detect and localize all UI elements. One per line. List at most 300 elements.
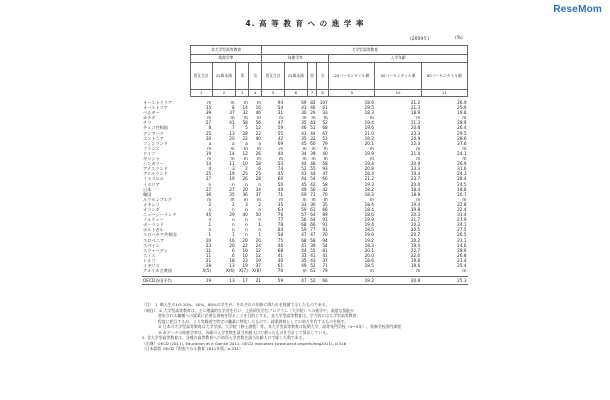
- table-cell: 19.8: [410, 206, 421, 212]
- table-cell: 28.6: [457, 135, 467, 141]
- table-cell: 35: [229, 191, 235, 197]
- table-cell: 10: [242, 161, 248, 167]
- table-cell: 19: [242, 263, 248, 268]
- table-cell: 13: [229, 130, 235, 136]
- table-cell: 18: [255, 161, 261, 167]
- table-cell: 47: [310, 232, 316, 238]
- table-cell: 11: [229, 161, 235, 167]
- table-cell: 43: [301, 105, 307, 111]
- table-cell: 6: [231, 247, 235, 253]
- table-cell: 56: [301, 217, 307, 223]
- table-cell: 28: [205, 263, 212, 268]
- country-name: イギリス: [143, 263, 160, 268]
- table-cell: 37: [255, 263, 261, 268]
- country-name: フィンランド: [143, 140, 168, 146]
- country-name: オーストラリア: [143, 100, 173, 105]
- table-cell: n: [231, 227, 235, 233]
- table-cell: 47: [301, 232, 307, 238]
- table-cell: 55: [310, 247, 316, 253]
- country-name: 韓国: [143, 191, 152, 197]
- table-cell: 19.8: [410, 257, 421, 263]
- table-cell: 13: [212, 277, 235, 285]
- table-cell: 19: [229, 176, 235, 182]
- table-cell: 51: [310, 125, 316, 131]
- table-cell: 33: [322, 110, 328, 116]
- table-cell: 26.8: [457, 252, 467, 258]
- table-cell: 20.5: [410, 227, 421, 233]
- table-cell: 28: [255, 176, 261, 182]
- table-cell: 40: [277, 257, 284, 263]
- country-name: OECD各国平均: [142, 277, 190, 285]
- resemom-logo: ReseMom: [553, 4, 602, 15]
- table-cell: 46: [301, 125, 307, 131]
- table-cell: 3: [231, 166, 235, 172]
- table-cell: 18.5: [364, 227, 374, 233]
- table-cell: 40: [277, 150, 284, 156]
- table-cell: 20.7: [457, 191, 467, 197]
- table-cell: 94: [322, 237, 328, 243]
- table-cell: 17: [236, 277, 249, 285]
- table-cell: 32: [310, 135, 316, 141]
- country-name: ドイツ: [143, 150, 156, 156]
- table-cell: m: [256, 145, 261, 151]
- table-cell: 14: [229, 150, 235, 156]
- table-cell: m: [243, 196, 248, 202]
- table-cell: m: [416, 196, 421, 202]
- table-cell: 19.2: [364, 135, 374, 141]
- table-cell: 36: [242, 191, 248, 197]
- header-nonuniv: 非大学型高等教育: [190, 46, 262, 55]
- table-cell: m: [416, 156, 421, 162]
- table-cell: 26: [255, 150, 261, 156]
- table-cell: 27: [205, 176, 212, 182]
- table-cell: 19.4: [410, 201, 421, 207]
- table-cell: 50: [255, 212, 261, 218]
- table-cell: m: [243, 145, 248, 151]
- table-cell: 58: [310, 237, 316, 243]
- table-cell: 28.6: [457, 247, 467, 253]
- column-header: 80パーセンタイル値: [421, 63, 467, 90]
- table-cell: 91: [322, 222, 328, 228]
- table-cell: 42: [310, 181, 316, 187]
- table-cell: 25: [255, 171, 261, 177]
- country-name: ベルギー: [143, 110, 160, 116]
- table-cell: 89: [322, 212, 328, 218]
- table-cell: 22: [242, 242, 248, 248]
- table-cell: 20.3: [410, 222, 421, 228]
- table-cell: 19.2: [329, 277, 375, 285]
- table-cell: 57: [205, 120, 212, 126]
- table-cell: m: [279, 156, 284, 162]
- country-name: ノルウェー: [143, 217, 164, 223]
- footnote-line: 2. 非大学型高等教育は、各種の高等教育への初回入学者数を該当年齢人口で除した数である。: [142, 335, 307, 340]
- column-header: 25歳未満: [284, 63, 307, 90]
- table-cell: n: [208, 206, 212, 212]
- table-cell: 40: [255, 135, 261, 141]
- table-cell: n: [231, 206, 235, 212]
- table-cell: m: [369, 145, 374, 151]
- table-cell: 41: [322, 252, 328, 258]
- table-cell: X(6): [225, 268, 235, 274]
- table-cell: 19: [229, 171, 235, 177]
- table-cell: 34: [301, 150, 307, 156]
- table-cell: 26.9: [457, 161, 467, 167]
- column-number: 5: [262, 90, 284, 97]
- table-cell: 8: [208, 125, 212, 131]
- table-cell: m: [462, 196, 467, 202]
- table-cell: 78: [277, 222, 284, 228]
- country-name: オーストリア: [143, 105, 168, 111]
- table-cell: 4: [208, 166, 212, 172]
- table-cell: 20.1: [364, 247, 374, 253]
- table-cell: 22: [242, 135, 248, 141]
- column-number: 10: [375, 90, 421, 97]
- table-cell: 91: [322, 217, 328, 223]
- table-cell: 53: [277, 161, 284, 167]
- table-cell: m: [207, 115, 212, 121]
- country-name: アメリカ合衆国: [143, 268, 173, 274]
- header-net-rate-univ: 純進学率: [262, 55, 329, 63]
- table-cell: 43: [310, 120, 316, 126]
- table-cell: 10: [242, 247, 248, 253]
- table-cell: 31: [277, 110, 284, 116]
- table-cell: m: [207, 100, 212, 105]
- table-cell: 34: [255, 186, 261, 192]
- table-cell: 25.4: [457, 263, 467, 268]
- table-cell: n: [245, 217, 248, 223]
- table-cell: 27: [229, 186, 235, 192]
- table-cell: n: [208, 227, 212, 233]
- column-header: 男女合計: [262, 63, 284, 90]
- table-cell: 19.4: [410, 242, 421, 248]
- table-cell: n: [208, 217, 212, 223]
- table-cell: 61: [310, 206, 316, 212]
- column-header: 20パーセンタイル値: [329, 63, 375, 90]
- table-cell: 23.7: [410, 176, 421, 182]
- table-cell: 23.3: [410, 130, 421, 136]
- table-cell: 20.0: [410, 181, 421, 187]
- table-cell: 24.6: [457, 242, 467, 248]
- table-cell: 35: [301, 120, 307, 126]
- table-cell: 37: [255, 191, 261, 197]
- table-cell: 1: [208, 222, 212, 228]
- country-name: カナダ: [143, 115, 156, 121]
- table-cell: 29: [310, 110, 316, 116]
- unit-label: (%): [455, 36, 463, 41]
- table-cell: m: [230, 196, 235, 202]
- table-cell: 107: [319, 100, 328, 105]
- table-cell: 91: [322, 227, 328, 233]
- table-cell: 16: [229, 237, 235, 243]
- table-cell: 20: [229, 242, 235, 248]
- table-cell: 52: [310, 263, 316, 268]
- table-cell: 45: [301, 181, 307, 187]
- table-cell: 18.4: [364, 206, 374, 212]
- table-cell: m: [416, 145, 421, 151]
- table-cell: 18.2: [364, 186, 374, 192]
- column-header: 男: [308, 63, 317, 90]
- table-cell: X(5): [202, 268, 212, 274]
- table-cell: n: [258, 206, 261, 212]
- table-cell: 11: [205, 247, 212, 253]
- table-cell: 35: [277, 201, 284, 207]
- country-name: スイス: [143, 252, 156, 258]
- table-cell: 1: [208, 232, 212, 238]
- table-cell: 63: [277, 206, 284, 212]
- table-cell: m: [230, 145, 235, 151]
- table-cell: 21: [205, 257, 212, 263]
- table-cell: m: [369, 268, 374, 274]
- table-cell: n: [231, 217, 235, 223]
- table-cell: 68: [301, 237, 307, 243]
- table-cell: 15: [205, 105, 212, 111]
- table-cell: 21.3: [410, 105, 421, 111]
- table-cell: 94: [277, 100, 284, 105]
- table-cell: X(8): [252, 268, 261, 274]
- table-cell: 25: [205, 130, 212, 136]
- table-cell: n: [245, 222, 248, 228]
- table-cell: 56: [255, 120, 261, 126]
- table-cell: m: [462, 156, 467, 162]
- table-cell: 19.4: [364, 161, 374, 167]
- header-univ: 大学型高等教育: [262, 46, 468, 55]
- table-cell: n: [245, 232, 248, 238]
- table-cell: 46: [277, 242, 284, 248]
- table-cell: 25: [205, 171, 212, 177]
- table-cell: 56: [310, 186, 316, 192]
- table-cell: 22.3: [410, 140, 421, 146]
- table-cell: 5: [245, 125, 248, 131]
- table-cell: 14: [242, 105, 248, 111]
- table-cell: 66: [317, 277, 329, 285]
- table-cell: m: [416, 268, 421, 274]
- table-cell: 20: [242, 237, 248, 243]
- table-cell: 13: [229, 263, 235, 268]
- table-cell: 11: [205, 252, 212, 258]
- table-cell: 21.0: [364, 130, 374, 136]
- table-cell: 27: [205, 186, 212, 192]
- table-cell: 20.7: [410, 232, 421, 238]
- table-cell: 31.6: [457, 166, 467, 172]
- table-cell: 27.9: [457, 217, 467, 223]
- table-cell: 36: [310, 201, 316, 207]
- country-name: ポルトガル: [143, 227, 164, 233]
- table-cell: m: [311, 196, 316, 202]
- table-cell: 20.8: [375, 277, 421, 285]
- table-cell: 19: [190, 277, 212, 285]
- table-cell: 66: [322, 176, 328, 182]
- table-cell: 70: [322, 232, 328, 238]
- table-cell: 75: [277, 237, 284, 243]
- table-cell: 19.3: [364, 181, 374, 187]
- table-cell: 70: [277, 268, 284, 274]
- table-cell: m: [207, 145, 212, 151]
- table-cell: 68: [277, 247, 284, 253]
- table-cell: 47: [277, 120, 284, 126]
- table-cell: a: [208, 140, 212, 146]
- table-cell: 64: [310, 212, 316, 218]
- table-cell: 59: [301, 227, 307, 233]
- table-cell: 48: [310, 161, 316, 167]
- table-cell: 52: [301, 166, 307, 172]
- table-cell: 36: [205, 191, 212, 197]
- country-name: チェコ共和国: [143, 125, 168, 131]
- table-cell: 59: [277, 125, 284, 131]
- table-cell: 19: [205, 150, 212, 156]
- column-header: 50パーセンタイル値: [375, 63, 421, 90]
- page-title: 4. 高 等 教 育 へ の 進 学 率: [245, 19, 365, 28]
- footnote-line: ③ 本データの純進学率は、各歳の入学者数を該当年齢人口で割ったものを合計して算出している。: [158, 329, 331, 335]
- table-cell: m: [462, 115, 467, 121]
- table-cell: m: [207, 196, 212, 202]
- column-header: 25歳未満: [212, 63, 235, 90]
- table-cell: a: [232, 140, 235, 146]
- table-cell: 19.6: [364, 232, 374, 238]
- table-cell: 7: [231, 125, 235, 131]
- table-cell: 21: [249, 277, 262, 285]
- table-cell: 47: [322, 171, 328, 177]
- table-cell: 19.2: [364, 237, 374, 243]
- table-cell: 19.5: [364, 105, 374, 111]
- table-cell: 35: [322, 201, 328, 207]
- table-cell: X(7): [238, 268, 248, 274]
- table-cell: m: [230, 100, 235, 105]
- country-name: ギリシャ: [143, 156, 160, 162]
- country-name: フランス: [143, 145, 160, 151]
- table-cell: 3: [245, 201, 248, 207]
- table-cell: 20.3: [410, 212, 421, 218]
- table-cell: m: [369, 196, 374, 202]
- table-cell: 2: [258, 201, 261, 207]
- table-cell: 40: [242, 212, 248, 218]
- table-cell: 77: [310, 227, 316, 233]
- table-cell: 44: [310, 130, 316, 136]
- table-cell: 49: [301, 186, 307, 192]
- table-cell: 21.4: [410, 150, 421, 156]
- table-cell: n: [258, 181, 261, 187]
- table-cell: 20: [242, 186, 248, 192]
- table-cell: 18.5: [364, 263, 374, 268]
- table-cell: 18.4: [364, 201, 374, 207]
- table-cell: 46: [310, 105, 316, 111]
- table-cell: 25.9: [457, 105, 467, 111]
- table-cell: 45: [205, 212, 212, 218]
- table-cell: 33: [301, 201, 307, 207]
- table-cell: 31.4: [457, 212, 467, 218]
- footnote-line: （日本語版 OECD『図表でみる教育 2011年版』p.331）: [142, 346, 243, 351]
- table-cell: 43: [310, 257, 316, 263]
- table-cell: 41: [301, 242, 307, 248]
- table-cell: 20.0: [364, 252, 374, 258]
- table-cell: 41: [229, 120, 235, 126]
- column-number: 3: [236, 90, 249, 97]
- table-cell: m: [256, 156, 261, 162]
- year-label: (2009年): [410, 37, 430, 42]
- table-cell: 81: [322, 247, 328, 253]
- table-cell: 26.5: [457, 232, 467, 238]
- table-cell: 25.3: [421, 277, 467, 285]
- table-cell: 26: [242, 176, 248, 182]
- table-cell: 49: [301, 263, 307, 268]
- table-cell: m: [302, 156, 307, 162]
- table-cell: 18.8: [457, 186, 467, 192]
- table-cell: m: [243, 156, 248, 162]
- table-cell: m: [462, 145, 467, 151]
- table-cell: 22.8: [457, 201, 467, 207]
- footnotes: [142, 302, 468, 352]
- table-cell: 23.3: [410, 166, 421, 172]
- table-cell: 43: [301, 130, 307, 136]
- footnote-line: （出典）OECD (2011), Education at a Glance 2011: OECD Indicators (www.oecd.org/edu/eag2011), p.316: [142, 340, 347, 346]
- table-cell: 55: [277, 130, 284, 136]
- table-cell: n: [245, 181, 248, 187]
- country-name: ハンガリー: [143, 161, 164, 167]
- table-cell: 8: [231, 105, 235, 111]
- table-cell: 33: [301, 252, 307, 258]
- table-cell: m: [369, 115, 374, 121]
- table-cell: 69: [277, 140, 284, 146]
- table-cell: 27.6: [457, 140, 467, 146]
- table-cell: 23.4: [457, 257, 467, 263]
- table-cell: m: [243, 115, 248, 121]
- table-cell: 1: [231, 232, 235, 238]
- table-cell: 1: [258, 222, 261, 228]
- table-cell: 19.6: [364, 125, 374, 131]
- table-cell: 47: [284, 277, 307, 285]
- table-cell: 39: [310, 242, 316, 248]
- table-cell: 20.9: [410, 161, 421, 167]
- table-cell: 61: [277, 263, 284, 268]
- column-number: 2: [212, 90, 235, 97]
- table-cell: 67: [322, 130, 328, 136]
- table-cell: m: [369, 156, 374, 162]
- country-name: オランダ: [143, 206, 160, 212]
- table-cell: m: [256, 115, 261, 121]
- footnote-line: （補注） ① 大学型高等教育は、主に理論的な学習を行い、上級研究学位プログラム（大学院）への進学や、高度な技能が: [142, 307, 355, 313]
- table-cell: 14: [205, 161, 212, 167]
- table-cell: 2: [231, 201, 235, 207]
- table-cell: 93: [322, 166, 328, 172]
- table-cell: m: [311, 156, 316, 162]
- table-cell: m: [302, 145, 307, 151]
- table-cell: m: [256, 100, 261, 105]
- table-cell: 22.4: [457, 206, 467, 212]
- table-cell: 19: [255, 257, 261, 263]
- table-cell: 20.1: [364, 140, 374, 146]
- table-cell: m: [302, 268, 307, 274]
- header-net-rate-nonuniv: 純進学率: [190, 55, 262, 63]
- table-cell: 84: [277, 227, 284, 233]
- table-cell: 12: [255, 125, 261, 131]
- table-cell: 20.8: [410, 125, 421, 131]
- table-cell: 2: [208, 201, 212, 207]
- table-cell: 22.7: [410, 247, 421, 253]
- table-cell: 66: [322, 206, 328, 212]
- country-name: 日本: [143, 186, 152, 192]
- table-cell: 28: [242, 130, 248, 136]
- footnote-line: ② 日本の大学型高等教育は大学学部、大学院（修士課程）等、非大学型高等教育は短期大学、高等専門学校（4〜5年）、専修学校専門課程: [158, 324, 402, 329]
- table-cell: 30: [205, 135, 212, 141]
- table-cell: 28.9: [457, 120, 467, 126]
- table-cell: 23: [242, 257, 248, 263]
- table-cell: 71: [310, 191, 316, 197]
- table-cell: 12: [255, 252, 261, 258]
- table-cell: 71: [277, 191, 284, 197]
- table-cell: 18.6: [364, 212, 374, 218]
- table-cell: 19.9: [364, 150, 374, 156]
- country-name: イスラエル: [143, 176, 164, 182]
- table-cell: m: [323, 115, 328, 121]
